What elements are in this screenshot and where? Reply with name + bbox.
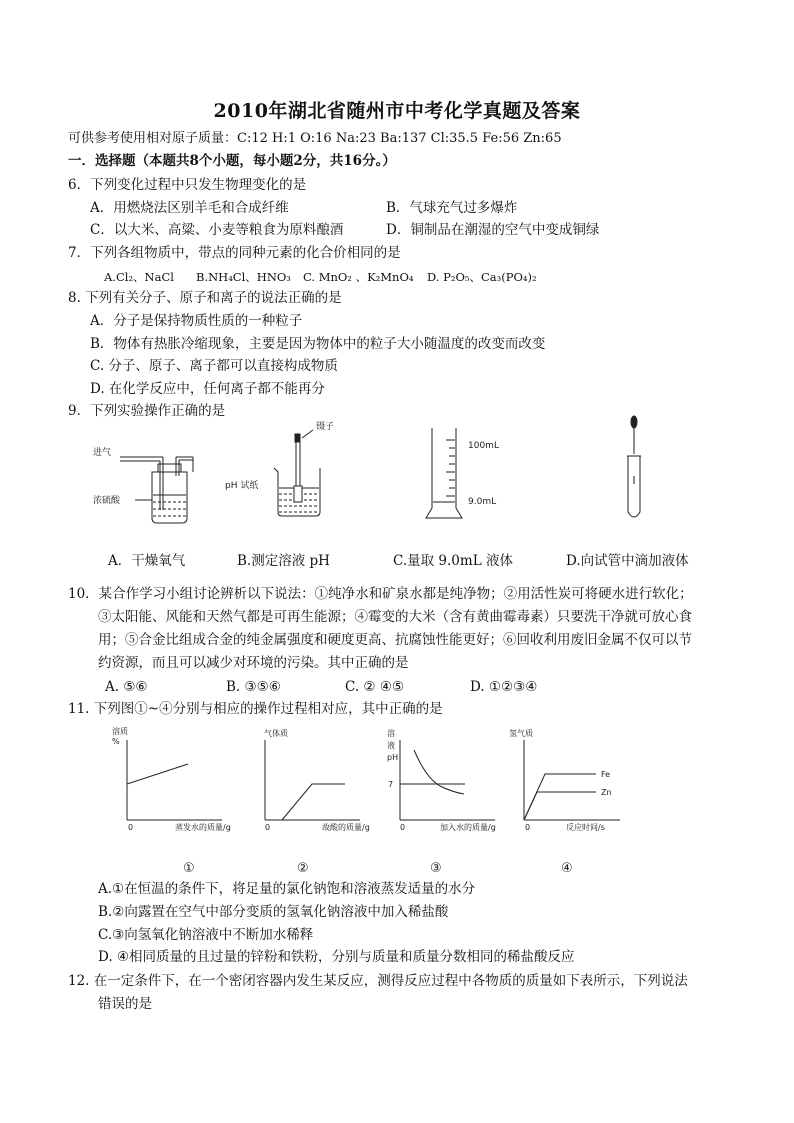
label-ph-paper: pH 试纸 — [225, 481, 259, 491]
q7-stem: 7．下列各组物质中，带点的同种元素的化合价相同的是 — [68, 245, 401, 261]
q11-option-c: C.③向氢氧化钠溶液中不断加水稀释 — [98, 927, 314, 943]
graph1-x-label: 蒸发水的质量/g — [175, 823, 231, 832]
q6-option-a: A．用燃烧法区别羊毛和合成纤维 — [90, 200, 289, 216]
graph3-number: ③ — [430, 861, 442, 876]
q10-option-a: A. ⑤⑥ — [105, 679, 148, 695]
q11-graphs-figure — [0, 722, 794, 877]
q11-option-a: A.①在恒温的条件下，将足量的氯化钠饱和溶液蒸发适量的水分 — [98, 881, 476, 897]
graph1-number: ① — [183, 861, 195, 876]
atomic-masses: 可供参考使用相对原子质量：C:12 H:1 O:16 Na:23 Ba:137 Cl:35.5 Fe:56 Zn:65 — [68, 131, 562, 146]
q7-option-c: C. MnO₂ 、K₂MnO₄ — [303, 270, 414, 284]
graph3-y-label-1: 溶 — [387, 729, 395, 738]
graph-3 — [387, 728, 496, 876]
q7-option-a: A.Cl₂、NaCl — [104, 270, 174, 284]
graph1-unit: % — [112, 737, 120, 746]
label-conc-acid: 浓硫酸 — [93, 496, 121, 506]
q9-option-d: D.向试管中滴加液体 — [566, 553, 689, 569]
graph4-y-label: 氢气质 — [509, 729, 533, 738]
q7-option-b: B.NH₄Cl、HNO₃ — [196, 270, 291, 284]
graduated-cylinder-icon — [426, 428, 462, 518]
q10-line-1: 10．某合作学习小组讨论辨析以下说法：①纯净水和矿泉水都是纯净物；②用活性炭可将硬水进行软化； — [68, 586, 693, 602]
graph3-x-label: 加入水的质量/g — [440, 823, 496, 832]
label-inlet: 进气 — [93, 448, 112, 458]
q12-line-2: 错误的是 — [98, 996, 152, 1012]
graph3-seven: 7 — [388, 780, 394, 789]
q10-line-3: 用；⑤合金比组成合金的纯金属强度和硬度更高、抗腐蚀性能更好；⑥回收利用废旧金属不仅可以节 — [98, 632, 692, 648]
q8-option-c: C. 分子、原子、离子都可以直接构成物质 — [90, 358, 338, 374]
q6-option-c: C．以大米、高粱、小麦等粮食为原料酿酒 — [90, 222, 344, 238]
graph4-zn-label: Zn — [601, 788, 612, 797]
q6-option-d: D．铜制品在潮湿的空气中变成铜绿 — [386, 222, 600, 238]
graph-4 — [509, 728, 620, 876]
section-heading: 一．选择题（本题共8个小题，每小题2分，共16分。） — [68, 153, 396, 169]
q6-option-b: B．气球充气过多爆炸 — [386, 200, 518, 216]
graph1-origin: 0 — [128, 823, 134, 832]
label-9ml: 9.0mL — [468, 497, 497, 507]
q9-option-b: B.测定溶液 pH — [237, 553, 330, 569]
graph4-origin: 0 — [525, 823, 531, 832]
graph-2 — [264, 728, 370, 876]
graph2-x-label: 故酸的质量/g — [322, 823, 370, 832]
q7-option-d: D. P₂O₅、Ca₃(PO₄)₂ — [427, 270, 537, 284]
q10-option-d: D. ①②③④ — [470, 679, 538, 695]
q11-option-d: D. ④相同质量的且过量的锌粉和铁粉，分别与质量和质量分数相同的稀盐酸反应 — [98, 949, 575, 965]
label-tweezers: 镊子 — [316, 422, 335, 432]
gas-washing-bottle-icon — [120, 457, 193, 523]
graph2-origin: 0 — [265, 823, 271, 832]
graph2-number: ② — [297, 861, 309, 876]
graph3-y-label-3: pH — [387, 753, 399, 762]
graph3-y-label-2: 液 — [387, 741, 395, 750]
graph-1 — [112, 726, 231, 876]
q9-option-c: C.量取 9.0mL 液体 — [393, 553, 513, 569]
q8-option-b: B．物体有热胀冷缩现象，主要是因为物体中的粒子大小随温度的改变而改变 — [90, 336, 546, 352]
q8-stem: 8. 下列有关分子、原子和离子的说法正确的是 — [68, 290, 342, 306]
q11-stem: 11. 下列图①~④分别与相应的操作过程相对应，其中正确的是 — [68, 701, 443, 717]
graph4-number: ④ — [561, 861, 573, 876]
q9-stem: 9．下列实验操作正确的是 — [68, 403, 226, 419]
q8-option-a: A．分子是保持物质性质的一种粒子 — [90, 313, 303, 329]
q11-option-b: B.②向露置在空气中部分变质的氢氧化钠溶液中加入稀盐酸 — [98, 904, 449, 920]
q6-stem: 6．下列变化过程中只发生物理变化的是 — [68, 177, 307, 193]
page-title: 2010年湖北省随州市中考化学真题及答案 — [213, 100, 581, 122]
graph1-y-label: 溶质 — [112, 727, 128, 736]
label-100ml: 100mL — [468, 441, 499, 451]
beaker-with-tweezers-icon — [274, 430, 320, 516]
test-tube-dropper-icon — [627, 416, 641, 517]
q10-line-4: 约资源，而且可以减少对环境的污染。其中正确的是 — [98, 655, 409, 671]
graph4-x-label: 反应时间/s — [566, 823, 605, 832]
graph4-fe-label: Fe — [601, 770, 611, 779]
q10-line-2: ③太阳能、风能和天然气都是可再生能源；④霉变的大米（含有黄曲霉毒素）只要洗干净就可放心食 — [98, 609, 692, 625]
graph3-origin: 0 — [400, 823, 406, 832]
q10-option-c: C. ② ④⑤ — [345, 679, 405, 695]
graph2-y-label: 气体质 — [264, 729, 288, 738]
q9-apparatus-figure — [0, 410, 794, 550]
q9-option-a: A．干燥氧气 — [108, 553, 186, 569]
q8-option-d: D. 在化学反应中，任何离子都不能再分 — [90, 381, 325, 397]
q10-option-b: B. ③⑤⑥ — [226, 679, 281, 695]
q12-line-1: 12. 在一定条件下，在一个密闭容器内发生某反应，测得反应过程中各物质的质量如下表所示，下列说法 — [68, 973, 688, 989]
